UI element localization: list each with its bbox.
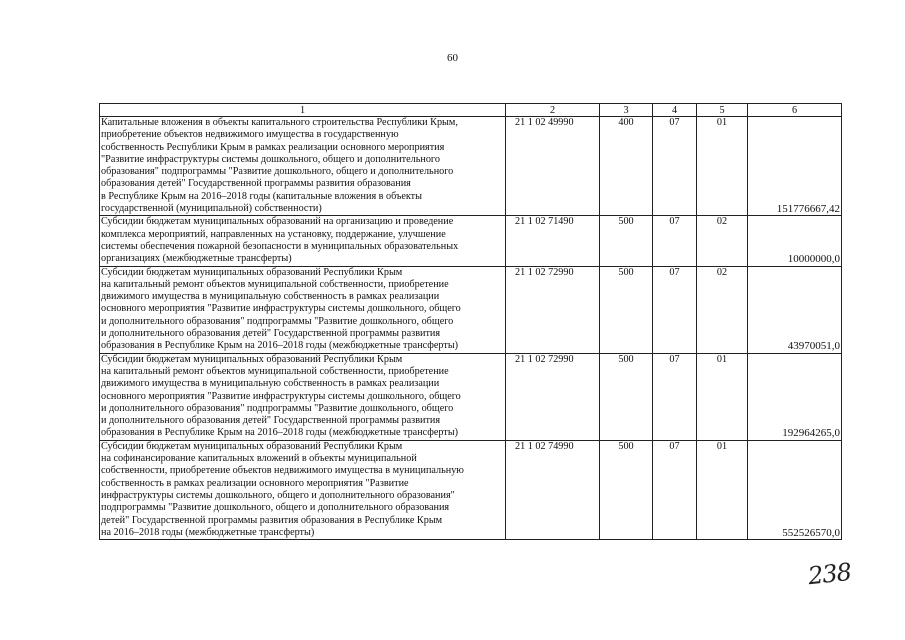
amount-cell: 192964265,0 [748,353,842,440]
col5-cell: 02 [697,216,748,266]
col4-cell: 07 [653,266,697,353]
col3-cell: 400 [600,117,653,216]
header-cell: 6 [748,104,842,117]
col4-cell: 07 [653,353,697,440]
page-number: 60 [447,52,458,64]
col5-cell: 02 [697,266,748,353]
description-cell [100,216,506,266]
handwritten-page-mark: 238 [806,557,853,591]
header-cell: 3 [600,104,653,117]
table-header-row [100,104,842,117]
description-text: Субсидии бюджетам муниципальных образований на организацию и проведение комплекса мероприятий, направленных на установку, поддержание, улучшение системы обеспечения пожарной безопасности в муниципальных образовательных организациях (межбюджетные трансферты) [101,216,459,265]
table-row [100,266,842,353]
col5-cell: 01 [697,117,748,216]
description-cell [100,353,506,440]
code-cell: 21 1 02 71490 [506,216,600,266]
description-cell [100,266,506,353]
table-row [100,117,842,216]
header-cell: 2 [506,104,600,117]
col3-cell: 500 [600,216,653,266]
table-row [100,440,842,539]
col4-cell: 07 [653,216,697,266]
amount-cell: 151776667,42 [748,117,842,216]
col5-cell: 01 [697,353,748,440]
table-row [100,353,842,440]
header-cell: 1 [100,104,506,117]
description-text: Капитальные вложения в объекты капитального строительства Республики Крым, приобретение объектов недвижимого имущества в государственную собственность Республики Крым в рамках реализации основного мероприятия "Развитие инфраструктуры системы дошкольного, общего и дополнительного образования" подпрограммы "Развитие дошкольного, общего и дополнительного образования детей" Государственной программы развития образования в Республике Крым на 2016–2018 годы (капитальные вложения в объекты государственной (муниципальной) собственности) [101,117,458,215]
col4-cell: 07 [653,117,697,216]
description-text: Субсидии бюджетам муниципальных образований Республики Крым на капитальный ремонт объектов муниципальной собственности, приобретение движимого имущества в муниципальную собственность в рамках реализации основного мероприятия "Развитие инфраструктуры системы дошкольного, общего и дополнительного образования" подпрограммы "Развитие дошкольного, общего и дополнительного образования детей" Государственной программы развития образования в Республике Крым на 2016–2018 годы (межбюджетные трансферты) [101,353,461,439]
col5-cell: 01 [697,440,748,539]
description-cell [100,440,506,539]
code-cell: 21 1 02 72990 [506,266,600,353]
col4-cell: 07 [653,440,697,539]
description-text: Субсидии бюджетам муниципальных образований Республики Крым на капитальный ремонт объектов муниципальной собственности, приобретение движимого имущества в муниципальную собственность в рамках реализации основного мероприятия "Развитие инфраструктуры системы дошкольного, общего и дополнительного образования" подпрограммы "Развитие дошкольного, общего и дополнительного образования детей" Государственной программы развития образования в Республике Крым на 2016–2018 годы (межбюджетные трансферты) [101,266,461,352]
col3-cell: 500 [600,266,653,353]
description-text: Субсидии бюджетам муниципальных образований Республики Крым на софинансирование капитальных вложений в объекты муниципальной собственности, приобретение объектов недвижимого имущества в муниципальную собственность в рамках реализации основного мероприятия "Развитие инфраструктуры системы дошкольного, общего и дополнительного образования" подпрограммы "Развитие дошкольного, общего и дополнительного образования детей" Государственной программы развития образования в Республике Крым на 2016–2018 годы (межбюджетные трансферты) [101,440,464,538]
amount-cell: 552526570,0 [748,440,842,539]
header-cell: 5 [697,104,748,117]
amount-cell: 10000000,0 [748,216,842,266]
header-cell: 4 [653,104,697,117]
code-cell: 21 1 02 72990 [506,353,600,440]
code-cell: 21 1 02 49990 [506,117,600,216]
col3-cell: 500 [600,353,653,440]
table-row [100,216,842,266]
budget-table [99,103,842,540]
amount-cell: 43970051,0 [748,266,842,353]
col3-cell: 500 [600,440,653,539]
description-cell [100,117,506,216]
code-cell: 21 1 02 74990 [506,440,600,539]
